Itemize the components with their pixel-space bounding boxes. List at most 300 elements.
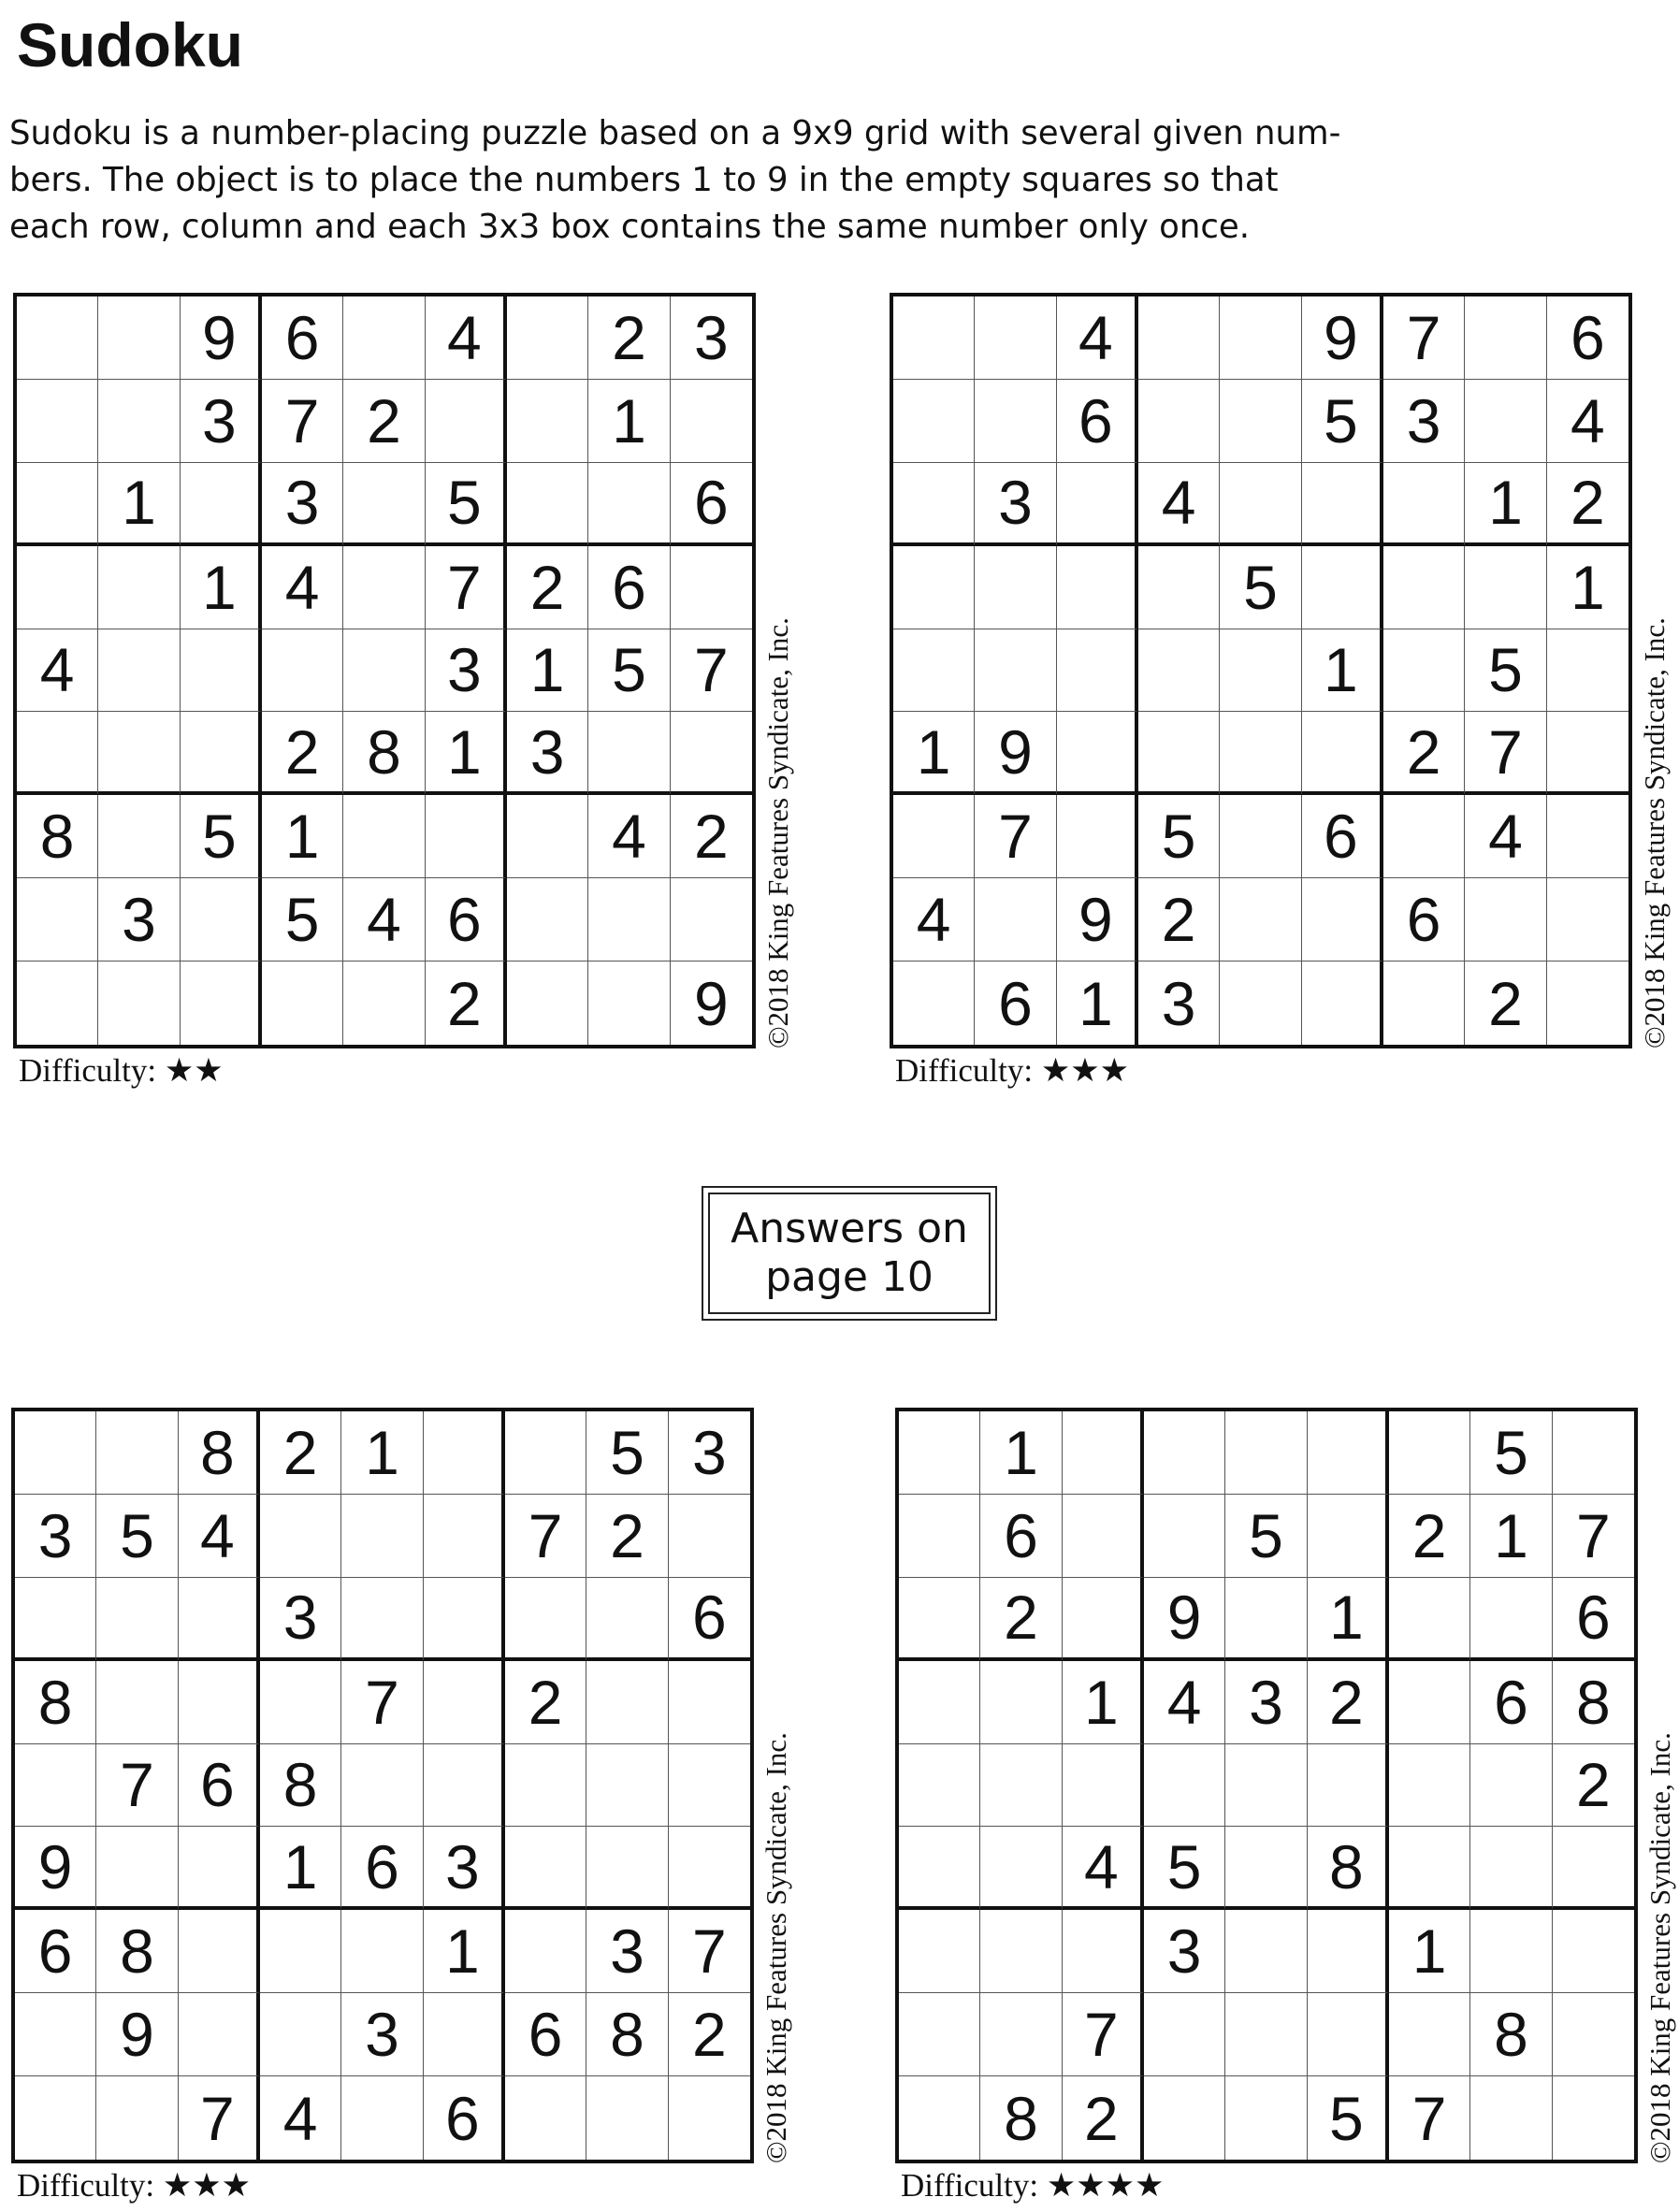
sudoku-empty-cell[interactable] xyxy=(1144,1744,1225,1828)
answers-note-box xyxy=(702,1186,997,1321)
sudoku-given-cell: 3 xyxy=(1138,961,1220,1045)
sudoku-given-cell: 2 xyxy=(1138,878,1220,961)
sudoku-empty-cell[interactable] xyxy=(1547,629,1628,713)
sudoku-given-cell: 4 xyxy=(1547,380,1628,463)
sudoku-empty-cell[interactable] xyxy=(1220,380,1301,463)
sudoku-given-cell: 7 xyxy=(669,1910,750,1993)
sudoku-empty-cell[interactable] xyxy=(1225,1578,1307,1661)
sudoku-empty-cell[interactable] xyxy=(98,380,180,463)
sudoku-empty-cell[interactable] xyxy=(1547,961,1628,1045)
sudoku-given-cell: 5 xyxy=(426,463,507,546)
sudoku-empty-cell[interactable] xyxy=(1389,1411,1470,1495)
sudoku-given-cell: 7 xyxy=(1383,296,1465,380)
sudoku-empty-cell[interactable] xyxy=(341,1744,423,1828)
sudoku-empty-cell[interactable] xyxy=(507,463,588,546)
sudoku-empty-cell[interactable] xyxy=(505,1411,586,1495)
sudoku-given-cell: 9 xyxy=(975,712,1056,795)
sudoku-empty-cell[interactable] xyxy=(505,1744,586,1828)
sudoku-given-cell: 2 xyxy=(507,546,588,629)
sudoku-given-cell: 2 xyxy=(1389,1495,1470,1578)
sudoku-given-cell: 2 xyxy=(426,961,507,1045)
sudoku-given-cell: 6 xyxy=(980,1495,1062,1578)
sudoku-given-cell: 3 xyxy=(671,296,752,380)
sudoku-empty-cell[interactable] xyxy=(1389,1578,1470,1661)
sudoku-empty-cell[interactable] xyxy=(980,1910,1062,1993)
sudoku-empty-cell[interactable] xyxy=(1063,1411,1144,1495)
sudoku-empty-cell[interactable] xyxy=(343,463,425,546)
sudoku-given-cell: 6 xyxy=(262,296,343,380)
sudoku-empty-cell[interactable] xyxy=(96,1411,178,1495)
difficulty-rating: Difficulty: ★★★★ xyxy=(901,2167,1165,2204)
sudoku-empty-cell[interactable] xyxy=(426,380,507,463)
sudoku-given-cell: 7 xyxy=(1389,2076,1470,2160)
sudoku-empty-cell[interactable] xyxy=(671,380,752,463)
sudoku-given-cell: 3 xyxy=(669,1411,750,1495)
sudoku-given-cell: 5 xyxy=(1465,629,1546,713)
sudoku-given-cell: 3 xyxy=(98,878,180,961)
sudoku-empty-cell[interactable] xyxy=(1225,1411,1307,1495)
puzzle-3 xyxy=(11,1408,792,2212)
sudoku-given-cell: 1 xyxy=(181,546,262,629)
sudoku-empty-cell[interactable] xyxy=(343,961,425,1045)
sudoku-empty-cell[interactable] xyxy=(1465,878,1546,961)
sudoku-empty-cell[interactable] xyxy=(1302,546,1383,629)
sudoku-given-cell: 3 xyxy=(262,463,343,546)
sudoku-empty-cell[interactable] xyxy=(899,2076,980,2160)
sudoku-given-cell: 5 xyxy=(262,878,343,961)
sudoku-empty-cell[interactable] xyxy=(893,961,975,1045)
sudoku-given-cell: 8 xyxy=(15,1661,96,1744)
answers-note-line: page 10 xyxy=(765,1253,934,1301)
sudoku-empty-cell[interactable] xyxy=(17,463,98,546)
sudoku-given-cell: 9 xyxy=(15,1827,96,1910)
sudoku-empty-cell[interactable] xyxy=(980,1744,1062,1828)
sudoku-empty-cell[interactable] xyxy=(17,961,98,1045)
sudoku-empty-cell[interactable] xyxy=(1225,1827,1307,1910)
sudoku-given-cell: 9 xyxy=(1144,1578,1225,1661)
sudoku-given-cell: 9 xyxy=(1302,296,1383,380)
sudoku-given-cell: 3 xyxy=(507,712,588,795)
sudoku-given-cell: 3 xyxy=(15,1495,96,1578)
sudoku-empty-cell[interactable] xyxy=(507,380,588,463)
sudoku-given-cell: 8 xyxy=(260,1744,341,1828)
sudoku-given-cell: 2 xyxy=(1063,2076,1144,2160)
sudoku-given-cell: 6 xyxy=(669,1578,750,1661)
sudoku-empty-cell[interactable] xyxy=(505,1578,586,1661)
sudoku-given-cell: 1 xyxy=(1465,463,1546,546)
sudoku-given-cell: 8 xyxy=(179,1411,260,1495)
sudoku-empty-cell[interactable] xyxy=(980,1661,1062,1744)
sudoku-given-cell: 4 xyxy=(17,629,98,713)
sudoku-empty-cell[interactable] xyxy=(507,961,588,1045)
sudoku-given-cell: 1 xyxy=(424,1910,505,1993)
sudoku-given-cell: 3 xyxy=(1225,1661,1307,1744)
sudoku-given-cell: 9 xyxy=(693,968,729,1038)
sudoku-empty-cell[interactable] xyxy=(15,2076,96,2160)
sudoku-empty-cell[interactable] xyxy=(1220,629,1301,713)
sudoku-given-cell: 7 xyxy=(1063,1993,1144,2076)
sudoku-given-cell: 3 xyxy=(260,1578,341,1661)
sudoku-empty-cell[interactable] xyxy=(669,1495,750,1578)
sudoku-empty-cell[interactable] xyxy=(98,546,180,629)
sudoku-empty-cell[interactable] xyxy=(1465,296,1546,380)
sudoku-empty-cell[interactable] xyxy=(1553,2076,1634,2160)
sudoku-given-cell: 8 xyxy=(1553,1661,1634,1744)
sudoku-empty-cell[interactable] xyxy=(893,380,975,463)
sudoku-given-cell: 7 xyxy=(671,629,752,713)
sudoku-empty-cell[interactable] xyxy=(262,629,343,713)
sudoku-empty-cell[interactable] xyxy=(899,1578,980,1661)
sudoku-given-cell: 4 xyxy=(893,878,975,961)
sudoku-empty-cell[interactable] xyxy=(17,712,98,795)
sudoku-given-cell: 1 xyxy=(507,629,588,713)
sudoku-empty-cell[interactable] xyxy=(505,2076,586,2160)
sudoku-empty-cell[interactable] xyxy=(669,2076,750,2160)
sudoku-given-cell: 1 xyxy=(980,1411,1062,1495)
sudoku-empty-cell[interactable] xyxy=(1389,1744,1470,1828)
sudoku-empty-cell[interactable] xyxy=(1308,1993,1389,2076)
sudoku-empty-cell[interactable] xyxy=(899,1993,980,2076)
sudoku-empty-cell[interactable] xyxy=(1225,2076,1307,2160)
sudoku-given-cell: 1 xyxy=(1302,629,1383,713)
sudoku-empty-cell[interactable] xyxy=(181,629,262,713)
sudoku-empty-cell[interactable] xyxy=(1057,712,1138,795)
sudoku-empty-cell[interactable] xyxy=(15,1993,96,2076)
sudoku-given-cell: 5 xyxy=(1302,380,1383,463)
sudoku-empty-cell[interactable] xyxy=(1063,1910,1144,1993)
sudoku-empty-cell[interactable] xyxy=(1057,629,1138,713)
sudoku-given-cell: 5 xyxy=(181,795,262,878)
sudoku-empty-cell[interactable] xyxy=(899,1661,980,1744)
sudoku-empty-cell[interactable] xyxy=(17,296,98,380)
sudoku-empty-cell[interactable] xyxy=(179,1827,260,1910)
sudoku-empty-cell[interactable] xyxy=(181,961,262,1045)
sudoku-empty-cell[interactable] xyxy=(179,1578,260,1661)
difficulty-rating: Difficulty: ★★★ xyxy=(17,2167,251,2204)
sudoku-empty-cell[interactable] xyxy=(588,712,670,795)
sudoku-empty-cell[interactable] xyxy=(669,1661,750,1744)
sudoku-empty-cell[interactable] xyxy=(260,1495,341,1578)
sudoku-empty-cell[interactable] xyxy=(1470,1578,1552,1661)
sudoku-given-cell: 7 xyxy=(505,1495,586,1578)
sudoku-empty-cell[interactable] xyxy=(341,1495,423,1578)
sudoku-empty-cell[interactable] xyxy=(1220,878,1301,961)
sudoku-empty-cell[interactable] xyxy=(893,629,975,713)
sudoku-empty-cell[interactable] xyxy=(1547,795,1628,878)
sudoku-empty-cell[interactable] xyxy=(1220,463,1301,546)
sudoku-empty-cell[interactable] xyxy=(17,380,98,463)
sudoku-empty-cell[interactable] xyxy=(424,1578,505,1661)
sudoku-empty-cell[interactable] xyxy=(17,878,98,961)
sudoku-empty-cell[interactable] xyxy=(260,1661,341,1744)
sudoku-empty-cell[interactable] xyxy=(181,712,262,795)
sudoku-empty-cell[interactable] xyxy=(1470,1744,1552,1828)
sudoku-given-cell: 2 xyxy=(260,1411,341,1495)
sudoku-empty-cell[interactable] xyxy=(893,296,975,380)
sudoku-empty-cell[interactable] xyxy=(424,1993,505,2076)
sudoku-empty-cell[interactable] xyxy=(1389,1993,1470,2076)
sudoku-given-cell: 4 xyxy=(1057,296,1138,380)
sudoku-empty-cell[interactable] xyxy=(260,1993,341,2076)
sudoku-empty-cell[interactable] xyxy=(1465,380,1546,463)
sudoku-given-cell: 3 xyxy=(586,1910,668,1993)
sudoku-empty-cell[interactable] xyxy=(975,296,1056,380)
intro-line: each row, column and each 3x3 box contains the same number only once. xyxy=(9,208,1251,246)
sudoku-grid xyxy=(890,293,1632,1048)
sudoku-empty-cell[interactable] xyxy=(1057,795,1138,878)
sudoku-empty-cell[interactable] xyxy=(1383,795,1465,878)
sudoku-empty-cell[interactable] xyxy=(507,795,588,878)
sudoku-given-cell: 5 xyxy=(1138,795,1220,878)
sudoku-empty-cell[interactable] xyxy=(424,1411,505,1495)
sudoku-empty-cell[interactable] xyxy=(341,1578,423,1661)
sudoku-given-cell: 9 xyxy=(96,1993,178,2076)
sudoku-given-cell: 7 xyxy=(96,1744,178,1828)
sudoku-empty-cell[interactable] xyxy=(426,795,507,878)
sudoku-empty-cell[interactable] xyxy=(1138,296,1220,380)
sudoku-given-cell: 4 xyxy=(588,795,670,878)
sudoku-empty-cell[interactable] xyxy=(15,1578,96,1661)
sudoku-empty-cell[interactable] xyxy=(181,878,262,961)
sudoku-empty-cell[interactable] xyxy=(586,1578,668,1661)
sudoku-given-cell: 7 xyxy=(975,795,1056,878)
sudoku-empty-cell[interactable] xyxy=(505,1910,586,1993)
puzzle-1 xyxy=(13,293,794,1097)
sudoku-empty-cell[interactable] xyxy=(586,1744,668,1828)
sudoku-empty-cell[interactable] xyxy=(1383,961,1465,1045)
sudoku-empty-cell[interactable] xyxy=(424,1661,505,1744)
sudoku-given-cell: 8 xyxy=(96,1910,178,1993)
sudoku-empty-cell[interactable] xyxy=(893,463,975,546)
sudoku-empty-cell[interactable] xyxy=(343,296,425,380)
sudoku-empty-cell[interactable] xyxy=(1057,546,1138,629)
sudoku-given-cell: 2 xyxy=(586,1495,668,1578)
sudoku-empty-cell[interactable] xyxy=(507,878,588,961)
sudoku-given-cell: 6 xyxy=(424,2076,505,2160)
sudoku-given-cell: 6 xyxy=(15,1910,96,1993)
sudoku-empty-cell[interactable] xyxy=(343,795,425,878)
sudoku-empty-cell[interactable] xyxy=(893,546,975,629)
sudoku-given-cell: 6 xyxy=(671,463,752,546)
sudoku-given-cell: 1 xyxy=(262,795,343,878)
sudoku-given-cell: 3 xyxy=(181,380,262,463)
sudoku-empty-cell[interactable] xyxy=(671,546,752,629)
sudoku-empty-cell[interactable] xyxy=(1225,1993,1307,2076)
sudoku-empty-cell[interactable] xyxy=(1302,463,1383,546)
sudoku-empty-cell[interactable] xyxy=(1553,1993,1634,2076)
difficulty-rating: Difficulty: ★★★ xyxy=(895,1052,1129,1089)
sudoku-empty-cell[interactable] xyxy=(975,878,1056,961)
sudoku-empty-cell[interactable] xyxy=(260,1910,341,1993)
sudoku-empty-cell[interactable] xyxy=(899,1495,980,1578)
sudoku-given-cell: 1 xyxy=(98,463,180,546)
sudoku-given-cell: 2 xyxy=(669,1993,750,2076)
sudoku-empty-cell[interactable] xyxy=(96,2076,178,2160)
sudoku-grid xyxy=(11,1408,754,2163)
sudoku-given-cell: 8 xyxy=(1308,1827,1389,1910)
sudoku-empty-cell[interactable] xyxy=(975,546,1056,629)
sudoku-empty-cell[interactable] xyxy=(96,1578,178,1661)
sudoku-given-cell: 5 xyxy=(1308,2076,1389,2160)
sudoku-given-cell: 8 xyxy=(343,712,425,795)
sudoku-given-cell: 3 xyxy=(341,1993,423,2076)
sudoku-given-cell: 8 xyxy=(586,1993,668,2076)
sudoku-empty-cell[interactable] xyxy=(586,1661,668,1744)
sudoku-empty-cell[interactable] xyxy=(899,1744,980,1828)
sudoku-given-cell: 2 xyxy=(671,795,752,878)
sudoku-empty-cell[interactable] xyxy=(1308,1411,1389,1495)
sudoku-given-cell: 5 xyxy=(586,1411,668,1495)
sudoku-grid xyxy=(13,293,756,1048)
sudoku-given-cell: 1 xyxy=(341,1411,423,1495)
sudoku-empty-cell[interactable] xyxy=(424,1495,505,1578)
sudoku-given-cell: 1 xyxy=(1470,1495,1552,1578)
sudoku-given-cell: 1 xyxy=(1308,1578,1389,1661)
sudoku-empty-cell[interactable] xyxy=(1144,1495,1225,1578)
sudoku-empty-cell[interactable] xyxy=(1138,380,1220,463)
sudoku-given-cell: 3 xyxy=(424,1827,505,1910)
sudoku-empty-cell[interactable] xyxy=(341,1910,423,1993)
sudoku-empty-cell[interactable] xyxy=(1553,1411,1634,1495)
sudoku-empty-cell[interactable] xyxy=(1383,463,1465,546)
sudoku-given-cell: 6 xyxy=(1383,878,1465,961)
sudoku-empty-cell[interactable] xyxy=(341,2076,423,2160)
sudoku-empty-cell[interactable] xyxy=(1144,1993,1225,2076)
sudoku-given-cell: 4 xyxy=(426,296,507,380)
sudoku-empty-cell[interactable] xyxy=(1302,961,1383,1045)
sudoku-empty-cell[interactable] xyxy=(980,1993,1062,2076)
sudoku-empty-cell[interactable] xyxy=(893,795,975,878)
sudoku-empty-cell[interactable] xyxy=(1063,1578,1144,1661)
sudoku-empty-cell[interactable] xyxy=(1220,712,1301,795)
sudoku-given-cell: 5 xyxy=(1220,546,1301,629)
sudoku-empty-cell[interactable] xyxy=(1225,1744,1307,1828)
sudoku-empty-cell[interactable] xyxy=(588,961,670,1045)
sudoku-empty-cell[interactable] xyxy=(15,1744,96,1828)
sudoku-given-cell: 2 xyxy=(1308,1661,1389,1744)
sudoku-given-cell: 4 xyxy=(1465,795,1546,878)
sudoku-empty-cell[interactable] xyxy=(98,795,180,878)
sudoku-empty-cell[interactable] xyxy=(98,629,180,713)
sudoku-empty-cell[interactable] xyxy=(1220,296,1301,380)
sudoku-given-cell: 2 xyxy=(1547,463,1628,546)
sudoku-empty-cell[interactable] xyxy=(1308,1744,1389,1828)
sudoku-empty-cell[interactable] xyxy=(1389,1661,1470,1744)
sudoku-given-cell: 3 xyxy=(1144,1910,1225,1993)
sudoku-empty-cell[interactable] xyxy=(1144,1411,1225,1495)
sudoku-empty-cell[interactable] xyxy=(1383,546,1465,629)
sudoku-empty-cell[interactable] xyxy=(1308,1910,1389,1993)
sudoku-empty-cell[interactable] xyxy=(1470,1827,1552,1910)
sudoku-empty-cell[interactable] xyxy=(1138,629,1220,713)
sudoku-empty-cell[interactable] xyxy=(1144,2076,1225,2160)
sudoku-empty-cell[interactable] xyxy=(1553,1827,1634,1910)
sudoku-given-cell: 7 xyxy=(262,380,343,463)
sudoku-empty-cell[interactable] xyxy=(899,1910,980,1993)
sudoku-empty-cell[interactable] xyxy=(343,629,425,713)
sudoku-empty-cell[interactable] xyxy=(1138,712,1220,795)
sudoku-empty-cell[interactable] xyxy=(669,1744,750,1828)
sudoku-empty-cell[interactable] xyxy=(179,1993,260,2076)
sudoku-empty-cell[interactable] xyxy=(586,2076,668,2160)
sudoku-given-cell: 2 xyxy=(1383,712,1465,795)
sudoku-given-cell: 4 xyxy=(1063,1827,1144,1910)
sudoku-empty-cell[interactable] xyxy=(1308,1495,1389,1578)
sudoku-empty-cell[interactable] xyxy=(899,1411,980,1495)
sudoku-empty-cell[interactable] xyxy=(669,1827,750,1910)
sudoku-empty-cell[interactable] xyxy=(98,296,180,380)
sudoku-given-cell: 3 xyxy=(975,463,1056,546)
sudoku-empty-cell[interactable] xyxy=(179,1910,260,1993)
sudoku-empty-cell[interactable] xyxy=(671,712,752,795)
sudoku-empty-cell[interactable] xyxy=(671,878,752,961)
sudoku-given-cell: 8 xyxy=(980,2076,1062,2160)
sudoku-empty-cell[interactable] xyxy=(588,463,670,546)
sudoku-empty-cell[interactable] xyxy=(98,961,180,1045)
sudoku-empty-cell[interactable] xyxy=(1225,1910,1307,1993)
sudoku-empty-cell[interactable] xyxy=(96,1661,178,1744)
sudoku-given-cell: 6 xyxy=(1302,795,1383,878)
sudoku-empty-cell[interactable] xyxy=(1470,2076,1552,2160)
sudoku-empty-cell[interactable] xyxy=(1547,712,1628,795)
sudoku-empty-cell[interactable] xyxy=(588,878,670,961)
sudoku-empty-cell[interactable] xyxy=(1220,961,1301,1045)
puzzle-2 xyxy=(890,293,1671,1097)
sudoku-empty-cell[interactable] xyxy=(1220,795,1301,878)
sudoku-empty-cell[interactable] xyxy=(17,546,98,629)
sudoku-empty-cell[interactable] xyxy=(1302,878,1383,961)
sudoku-empty-cell[interactable] xyxy=(586,1827,668,1910)
sudoku-empty-cell[interactable] xyxy=(262,961,343,1045)
sudoku-given-cell: 6 xyxy=(975,961,1056,1045)
sudoku-empty-cell[interactable] xyxy=(975,380,1056,463)
sudoku-empty-cell[interactable] xyxy=(1057,463,1138,546)
sudoku-empty-cell[interactable] xyxy=(1383,629,1465,713)
sudoku-given-cell: 1 xyxy=(893,712,975,795)
sudoku-empty-cell[interactable] xyxy=(1389,1827,1470,1910)
sudoku-empty-cell[interactable] xyxy=(980,1827,1062,1910)
sudoku-given-cell: 2 xyxy=(343,380,425,463)
sudoku-given-cell: 7 xyxy=(426,546,507,629)
sudoku-empty-cell[interactable] xyxy=(343,546,425,629)
sudoku-empty-cell[interactable] xyxy=(507,296,588,380)
sudoku-empty-cell[interactable] xyxy=(1302,712,1383,795)
sudoku-empty-cell[interactable] xyxy=(181,463,262,546)
sudoku-empty-cell[interactable] xyxy=(179,1661,260,1744)
sudoku-given-cell: 1 xyxy=(426,712,507,795)
sudoku-given-cell: 2 xyxy=(1553,1744,1634,1828)
sudoku-empty-cell[interactable] xyxy=(1553,1910,1634,1993)
sudoku-given-cell: 9 xyxy=(1057,878,1138,961)
sudoku-empty-cell[interactable] xyxy=(424,1744,505,1828)
sudoku-empty-cell[interactable] xyxy=(1547,878,1628,961)
sudoku-empty-cell[interactable] xyxy=(1138,546,1220,629)
sudoku-empty-cell[interactable] xyxy=(96,1827,178,1910)
sudoku-empty-cell[interactable] xyxy=(975,629,1056,713)
sudoku-empty-cell[interactable] xyxy=(15,1411,96,1495)
sudoku-empty-cell[interactable] xyxy=(1063,1495,1144,1578)
sudoku-given-cell: 2 xyxy=(1465,961,1546,1045)
sudoku-given-cell: 5 xyxy=(96,1495,178,1578)
sudoku-empty-cell[interactable] xyxy=(899,1827,980,1910)
sudoku-given-cell: 6 xyxy=(426,878,507,961)
sudoku-empty-cell[interactable] xyxy=(1465,546,1546,629)
sudoku-given-cell: 6 xyxy=(1057,380,1138,463)
sudoku-empty-cell[interactable] xyxy=(505,1827,586,1910)
sudoku-empty-cell[interactable] xyxy=(1470,1910,1552,1993)
sudoku-empty-cell[interactable] xyxy=(1063,1744,1144,1828)
sudoku-empty-cell[interactable] xyxy=(98,712,180,795)
